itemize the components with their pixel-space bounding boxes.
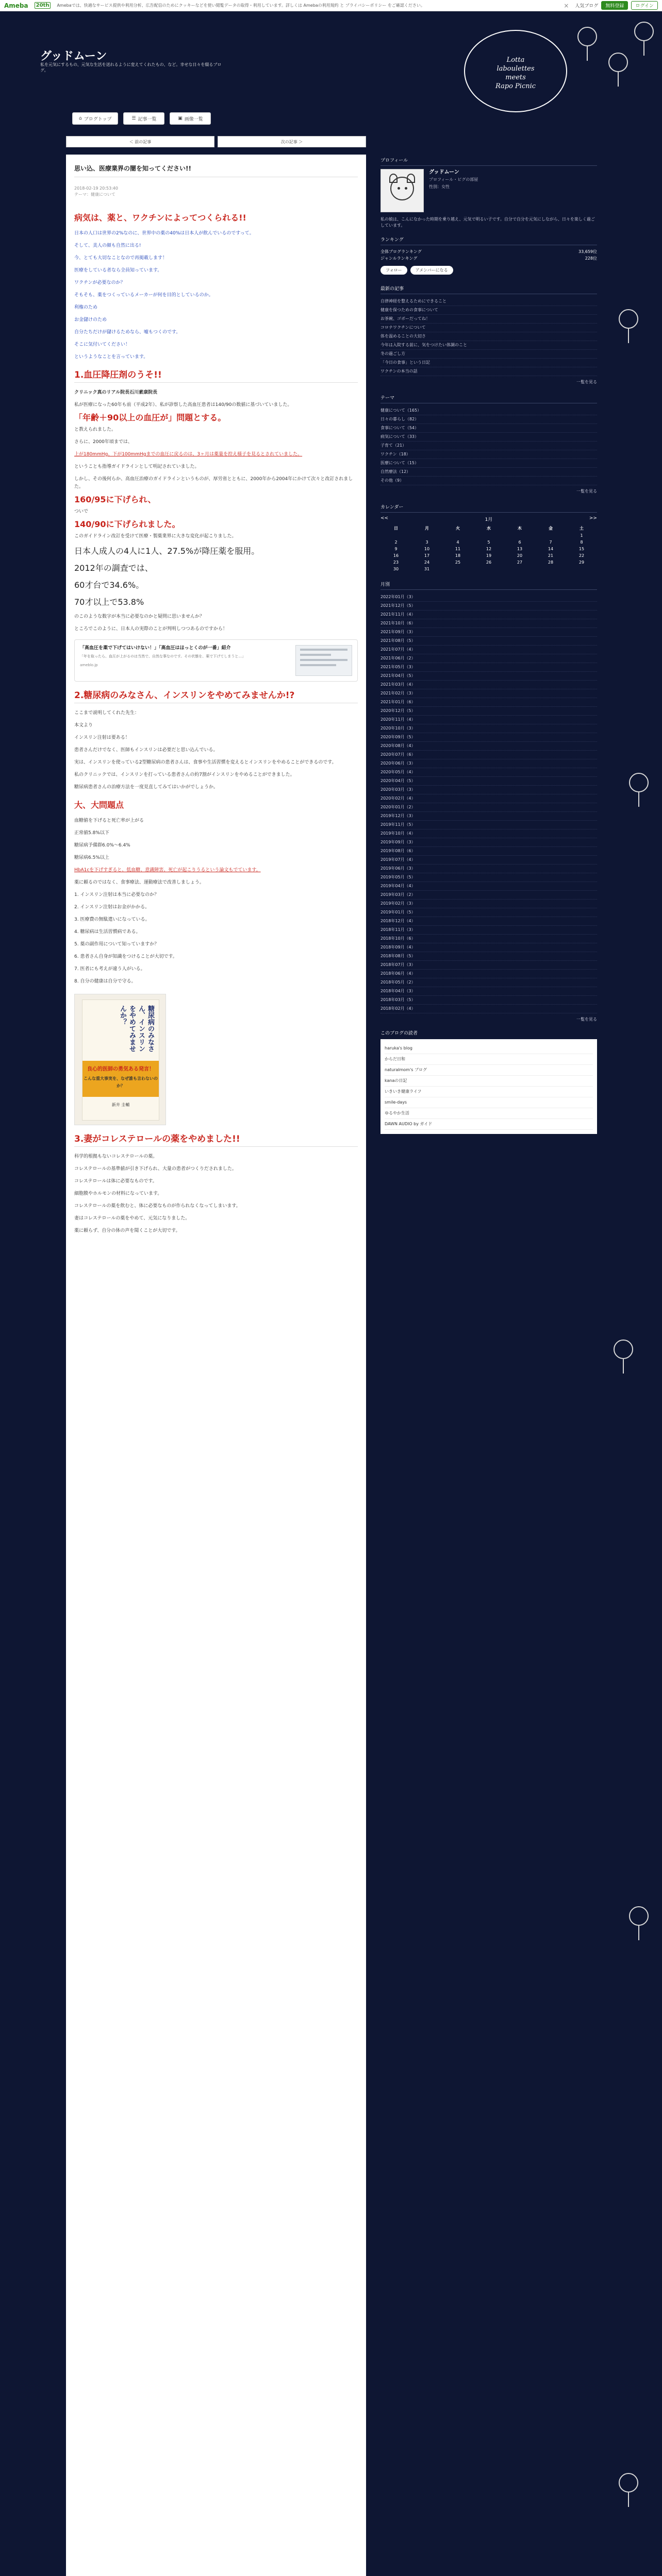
archive-item[interactable]: 2020年09月（5） bbox=[380, 733, 597, 742]
archive-item[interactable]: 2019年06月（3） bbox=[380, 865, 597, 873]
tree-decoration-icon bbox=[634, 22, 654, 56]
cal-day: 14 bbox=[548, 547, 554, 551]
body-paragraph: 患者さんだけでなく、医師もインスリンは必要だと思い込んでいる。 bbox=[74, 748, 218, 753]
reader-item[interactable]: haruka's blog bbox=[385, 1043, 593, 1054]
list-line: 糖尿病6.5%以上 bbox=[74, 855, 109, 860]
cal-day bbox=[442, 532, 473, 539]
cal-day: 26 bbox=[486, 560, 492, 565]
cal-day: 21 bbox=[548, 553, 554, 558]
intro-line: 利権のため bbox=[74, 305, 98, 310]
body-paragraph: 上が180mmHg、下が100mmHgまでの血圧に戻るのは、3ヶ月は薬量を控え様子を見るとされていました。 bbox=[74, 452, 303, 457]
intro-line: というようなことを言っています。 bbox=[74, 354, 148, 360]
rank-label[interactable]: 全体ブログランキング bbox=[380, 249, 422, 254]
article-date: 2018-02-19 20:53:40 bbox=[74, 186, 118, 191]
cookie-notice: Amebaでは、快適なサービス提供や利用分析、広告配信のためにクッキーなどを使い閲覧データの取得・利用しています。詳しくは Amebaの利用規約 と プライバシーポリシー をご確認ください。 bbox=[57, 3, 425, 8]
body-paragraph: 糖尿病患者さんの治療方法を一度見直してみてはいかがでしょうか。 bbox=[74, 785, 219, 790]
section-sub: クリニック真のリアル院長石川素康院長 bbox=[74, 390, 158, 395]
body-paragraph: HbA1cを下げすぎると、低血糖、意識障害、死亡が起こりうるという論文もでています。 bbox=[74, 868, 261, 873]
list-line: 正常値5.8%以下 bbox=[74, 831, 109, 836]
tree-decoration-icon bbox=[629, 773, 649, 807]
cal-day bbox=[504, 532, 535, 539]
rank-row bbox=[380, 248, 597, 255]
body-paragraph: しかし、その後何らか、高血圧治療のガイドラインというものが、厚労省とともに、2000年から2004年にかけて次々と改訂されました。 bbox=[74, 477, 353, 489]
cal-day: 10 bbox=[424, 547, 430, 551]
archive-item[interactable]: 2019年05月（5） bbox=[380, 873, 597, 882]
archive-item[interactable]: 2019年02月（3） bbox=[380, 900, 597, 908]
circle-line: Rapo Picnic bbox=[495, 82, 536, 90]
cal-day: 12 bbox=[486, 547, 492, 551]
theme-item[interactable]: 自然療法（12） bbox=[380, 468, 597, 477]
close-notice-icon[interactable]: × bbox=[564, 2, 569, 9]
archive-item[interactable]: 2018年12月（4） bbox=[380, 917, 597, 926]
list-line: 血糖値を下げると死亡率が上がる bbox=[74, 818, 144, 823]
themes-heading: テーマ bbox=[380, 392, 597, 403]
archive-item[interactable]: 2019年10月（4） bbox=[380, 829, 597, 838]
weekday: 日 bbox=[394, 526, 398, 531]
body-paragraph: ここまで説明してくれた先生： bbox=[74, 710, 140, 716]
rank-row bbox=[380, 255, 597, 262]
nav-label: 画像一覧 bbox=[184, 116, 203, 122]
nav-label: ブログトップ bbox=[84, 116, 112, 122]
article-list-button[interactable] bbox=[123, 112, 164, 125]
cal-day: 22 bbox=[578, 553, 585, 558]
archive-item[interactable]: 2020年04月（5） bbox=[380, 777, 597, 786]
article-pager bbox=[66, 136, 366, 147]
body-paragraph: 細胞膜やホルモンの材料になっています。 bbox=[74, 1191, 162, 1196]
link-card-text bbox=[80, 645, 290, 676]
cal-day: 2 bbox=[394, 540, 398, 545]
article-theme[interactable]: テーマ：健康について bbox=[74, 192, 115, 197]
recent-item[interactable]: 健康を保つための食事について bbox=[380, 306, 597, 315]
cal-day: 1 bbox=[580, 533, 583, 538]
profile-sub-links[interactable]: プロフィール・ピグの部屋 bbox=[429, 177, 478, 182]
rank-value: 33,659位 bbox=[578, 249, 597, 254]
cal-day bbox=[566, 566, 597, 572]
archive-item[interactable]: 2021年06月（2） bbox=[380, 654, 597, 663]
recent-more-link[interactable]: 一覧を見る bbox=[576, 380, 597, 384]
blog-header bbox=[0, 11, 662, 104]
calendar-prev-button[interactable]: << bbox=[380, 516, 389, 521]
intro-line: お金儲けのため bbox=[74, 317, 107, 323]
tree-decoration-icon bbox=[619, 2473, 638, 2507]
numbered-item: 5. 薬の副作用について知っていますか？ bbox=[74, 942, 159, 947]
numbered-item: 6. 患者さん自身が知識をつけることが大切です。 bbox=[74, 954, 177, 959]
body-paragraph: コレステロールの基準値が引き下げられ、大量の患者がつくりだされました。 bbox=[74, 1166, 237, 1172]
cal-day bbox=[535, 532, 566, 539]
book-band bbox=[82, 1061, 159, 1097]
weekday: 火 bbox=[456, 526, 460, 531]
cal-day bbox=[442, 566, 473, 572]
numbered-item: 2. インスリン注射はお金がかかる。 bbox=[74, 905, 150, 910]
archive-item[interactable]: 2021年07月（4） bbox=[380, 646, 597, 654]
intro-line: ワクチンが必要なのか？ bbox=[74, 280, 125, 285]
body-paragraph: コレステロールは体に必要なものです。 bbox=[74, 1179, 157, 1184]
weekday: 水 bbox=[487, 526, 491, 531]
archive-item[interactable]: 2018年10月（6） bbox=[380, 935, 597, 943]
cal-day: 9 bbox=[394, 547, 398, 551]
body-paragraph: インスリン注射は要ある！ bbox=[74, 735, 130, 740]
recent-item[interactable]: 今年は入院する前に、気をつけたい体調のこと bbox=[380, 341, 597, 350]
rank-value: 228位 bbox=[585, 256, 597, 261]
archive-item[interactable]: 2019年09月（3） bbox=[380, 838, 597, 847]
theme-item[interactable]: 食事について（54） bbox=[380, 424, 597, 433]
archive-item[interactable]: 2018年09月（4） bbox=[380, 943, 597, 952]
archive-item[interactable]: 2019年01月（5） bbox=[380, 908, 597, 917]
recent-heading: 最新の記事 bbox=[380, 283, 597, 294]
cal-day: 27 bbox=[517, 560, 523, 565]
follow-button[interactable]: フォロー bbox=[380, 266, 407, 275]
bp-value-2: 140/90に下げられました。 bbox=[74, 519, 180, 529]
reader-item[interactable]: kanaの日記 bbox=[385, 1076, 593, 1087]
body-paragraph: さらに、2000年頃までは、 bbox=[74, 439, 133, 445]
next-article-button[interactable]: 次の記事 ＞ bbox=[218, 136, 366, 147]
cal-day: 18 bbox=[455, 553, 461, 558]
archive-list bbox=[380, 593, 597, 1013]
cal-day bbox=[504, 566, 535, 572]
side-column bbox=[380, 155, 597, 1134]
cal-day bbox=[473, 566, 504, 572]
blog-top-button[interactable] bbox=[72, 112, 118, 125]
body-paragraph: ところでこのように、日本人の実際のことが判明しつつあるのですから！ bbox=[74, 626, 227, 632]
archive-item[interactable]: 2021年01月（6） bbox=[380, 698, 597, 707]
theme-item[interactable]: 日々の暮らし（82） bbox=[380, 415, 597, 424]
link-card-site: ameblo.jp bbox=[80, 663, 98, 667]
intro-line: 今、とても大切なことなので再掲載します！ bbox=[74, 256, 168, 261]
book-band-text: 良心的医師の勇気ある発言！ bbox=[87, 1066, 154, 1072]
ameba-global-bar bbox=[0, 0, 662, 11]
cal-day: 19 bbox=[486, 553, 492, 558]
tree-decoration-icon bbox=[629, 1906, 649, 1940]
themes-more-link[interactable]: 一覧を見る bbox=[576, 489, 597, 494]
archive-item[interactable]: 2018年02月（4） bbox=[380, 1005, 597, 1013]
archive-more-link[interactable]: 一覧を見る bbox=[576, 1017, 597, 1022]
body-paragraph: 薬に頼らず、自分の体の声を聞くことが大切です。 bbox=[74, 1228, 180, 1233]
body-paragraph: 私のクリニックでは、インスリンを打っている患者さんの約7割がインスリンをやめることができました。 bbox=[74, 772, 295, 777]
book-cover bbox=[82, 999, 159, 1121]
theme-item[interactable]: 健康について（165） bbox=[380, 406, 597, 415]
prev-article-button[interactable]: ＜ 前の記事 bbox=[66, 136, 214, 147]
cal-day: 15 bbox=[578, 547, 585, 551]
cal-day: 5 bbox=[487, 540, 490, 545]
recent-list bbox=[380, 297, 597, 376]
numbered-item: 1. インスリン注射は本当に必要なのか？ bbox=[74, 892, 159, 897]
article-title[interactable]: 思い込、医療業界の闇を知ってください!! bbox=[74, 164, 358, 177]
cal-day: 23 bbox=[393, 560, 399, 565]
archive-item[interactable]: 2020年03月（3） bbox=[380, 786, 597, 794]
link-card[interactable] bbox=[74, 639, 358, 682]
numbered-item: 8. 自分の健康は自分で守る。 bbox=[74, 979, 136, 984]
profile-actions bbox=[380, 266, 597, 275]
avatar[interactable] bbox=[380, 169, 424, 212]
body-paragraph: 私が医療になった60年も前（平成2年）、私が診察した高血圧患者は140/90の数値に基づいていました。 bbox=[74, 402, 292, 408]
article bbox=[66, 155, 366, 1249]
tree-decoration-icon bbox=[577, 27, 597, 61]
calendar-nav bbox=[380, 516, 597, 522]
recent-item[interactable]: ワクチンの本当の話 bbox=[380, 367, 597, 376]
cal-day: 7 bbox=[549, 540, 552, 545]
archive-item[interactable]: 2021年02月（3） bbox=[380, 689, 597, 698]
numbered-item: 7. 医者にも考えが違う人がいる。 bbox=[74, 967, 145, 972]
link-card-title: 「高血圧を薬で下げてはいけない！」「高血圧はほっとくのが一番」紹介 bbox=[80, 646, 231, 651]
readers-box bbox=[380, 1029, 597, 1134]
archive-item[interactable]: 2019年07月（4） bbox=[380, 856, 597, 865]
ameba-logo[interactable]: Ameba bbox=[4, 2, 28, 9]
recent-item[interactable]: 自律神経を整えるためにできること bbox=[380, 297, 597, 306]
numbered-item: 3. 医療費の無駄遣いになっている。 bbox=[74, 917, 150, 922]
profile-info bbox=[429, 169, 478, 212]
reader-item[interactable]: からだ日和 bbox=[385, 1054, 593, 1065]
highlight-quote: 「年齢＋90以上の血圧が」問題とする。 bbox=[74, 413, 226, 422]
archive-item[interactable]: 2019年08月（6） bbox=[380, 847, 597, 856]
stat-line: 60才台で34.6%。 bbox=[74, 580, 144, 590]
archive-item[interactable]: 2018年04月（3） bbox=[380, 987, 597, 996]
archive-item[interactable]: 2018年11月（3） bbox=[380, 926, 597, 935]
intro-line: 医療をしている者なら全員知っています。 bbox=[74, 268, 162, 273]
intro-line: そもそも、薬をつくっているメーカーが何を目的としているのか。 bbox=[74, 293, 213, 298]
book-band-text: こんな重大事実を、なぜ誰も言わないのか？ bbox=[84, 1076, 158, 1088]
cal-day bbox=[473, 532, 504, 539]
body-paragraph: と教えられました。 bbox=[74, 427, 117, 432]
calendar-next-button[interactable]: >> bbox=[589, 516, 597, 521]
archive-item[interactable]: 2020年06月（3） bbox=[380, 759, 597, 768]
cal-day: 28 bbox=[548, 560, 554, 565]
archive-item[interactable]: 2021年03月（4） bbox=[380, 681, 597, 689]
profile-heading: プロフィール bbox=[380, 155, 597, 166]
reader-item[interactable]: naturalmom's ブログ bbox=[385, 1065, 593, 1076]
archive-item[interactable]: 2020年07月（6） bbox=[380, 751, 597, 759]
book-cover-image[interactable] bbox=[74, 994, 166, 1125]
book-author: 新井 圭輔 bbox=[111, 1103, 130, 1107]
image-icon: ▣ bbox=[178, 116, 183, 121]
stat-line: 70才以上で53.8% bbox=[74, 597, 144, 607]
cal-day: 17 bbox=[424, 553, 430, 558]
profile-name[interactable]: グッドムーン bbox=[429, 170, 459, 175]
blog-title[interactable]: グッドムーン bbox=[40, 49, 107, 62]
body-paragraph: 妻はコレステロールの薬をやめて、元気になりました。 bbox=[74, 1216, 190, 1221]
theme-item[interactable]: 病気について（33） bbox=[380, 433, 597, 442]
ranking-heading: ランキング bbox=[380, 234, 597, 245]
book-title: 糖尿病のみなさん、インスリンをやめてみませんか？ bbox=[119, 1005, 154, 1052]
weekday: 木 bbox=[518, 526, 522, 531]
readers-list bbox=[380, 1039, 597, 1134]
numbered-item: 4. 糖尿病は生活習慣病である。 bbox=[74, 929, 141, 935]
cal-day: 11 bbox=[455, 547, 461, 551]
theme-item[interactable]: 子育て（21） bbox=[380, 442, 597, 450]
archive-heading: 月別 bbox=[380, 579, 597, 590]
section-heading-2: 2.糖尿病のみなさん、インスリンをやめてみませんか!? bbox=[74, 692, 358, 703]
body-paragraph: 実は、インスリンを使っている2型糖尿病の患者さんは、食事や生活習慣を変えるとインスリンをやめることができるのです。 bbox=[74, 760, 337, 765]
amember-button[interactable]: アメンバーになる bbox=[410, 266, 453, 275]
circle-line: Lotta bbox=[506, 56, 525, 64]
archive-item[interactable]: 2021年04月（5） bbox=[380, 672, 597, 681]
article-body bbox=[74, 212, 358, 1235]
body-paragraph: コレステロールの薬を飲むと、体に必要なものが作られなくなってしまいます。 bbox=[74, 1204, 241, 1209]
archive-item[interactable]: 2020年12月（5） bbox=[380, 707, 597, 716]
profile-gender: 性別：女性 bbox=[429, 184, 450, 189]
archive-item[interactable]: 2019年04月（4） bbox=[380, 882, 597, 891]
cal-day: 20 bbox=[517, 553, 523, 558]
big-title: 大、大問題点 bbox=[74, 800, 124, 810]
section-heading-1: 1.血圧降圧剤のうそ!! bbox=[74, 371, 358, 383]
rank-label[interactable]: ジャンルランキング bbox=[380, 256, 418, 261]
archive-item[interactable]: 2019年11月（5） bbox=[380, 821, 597, 829]
archive-item[interactable]: 2018年05月（2） bbox=[380, 978, 597, 987]
cal-day: 13 bbox=[517, 547, 523, 551]
archive-item[interactable]: 2021年08月（5） bbox=[380, 637, 597, 646]
intro-line: 自分たちだけが儲けるためなら、嘘もつくのです。 bbox=[74, 330, 181, 335]
archive-item[interactable]: 2018年06月（4） bbox=[380, 970, 597, 978]
theme-item[interactable]: その他（9） bbox=[380, 477, 597, 485]
themes-list bbox=[380, 406, 597, 485]
cal-day: 24 bbox=[424, 560, 430, 565]
archive-item[interactable]: 2020年10月（3） bbox=[380, 724, 597, 733]
ameba-bar-actions bbox=[575, 1, 658, 10]
archive-item[interactable]: 2020年08月（4） bbox=[380, 742, 597, 751]
profile-description: 私の娘は、こんになかった時期を乗り越え、元気で明るい子です。自分で自分を元気にしながら、日々を楽しく過ごしています。 bbox=[380, 217, 595, 228]
archive-item[interactable]: 2020年01月（2） bbox=[380, 803, 597, 812]
article-meta bbox=[74, 185, 358, 198]
archive-item[interactable]: 2021年12月（5） bbox=[380, 602, 597, 611]
header-circle-logo bbox=[464, 30, 567, 112]
list-icon: ☰ bbox=[131, 116, 136, 121]
tree-decoration-icon bbox=[619, 309, 638, 343]
archive-item[interactable]: 2021年10月（6） bbox=[380, 619, 597, 628]
circle-line: meets bbox=[505, 74, 526, 81]
tree-decoration-icon bbox=[614, 1340, 633, 1374]
ameba-20th-badge: 20th bbox=[35, 2, 51, 9]
link-card-desc: 「年を取ったら、血圧が上がるのは当然で、自然な事なのです。その状態を、薬で下げてしまうと…」 bbox=[80, 654, 246, 658]
circle-line: laboulettes bbox=[496, 65, 535, 73]
archive-item[interactable]: 2019年12月（3） bbox=[380, 812, 597, 821]
intro-line: 日本の人口は世界の2%なのに、世界中の薬の40%は日本人が飲んでいるのですって。 bbox=[74, 231, 254, 236]
archive-item[interactable]: 2022年01月（3） bbox=[380, 593, 597, 602]
cal-day: 6 bbox=[518, 540, 521, 545]
profile-box bbox=[380, 169, 597, 212]
theme-item[interactable]: ワクチン（18） bbox=[380, 450, 597, 459]
cal-day: 30 bbox=[393, 567, 399, 571]
blog-nav bbox=[72, 112, 211, 125]
body-paragraph: のこのような数字が本当に必要なのかと疑問に思いませんか？ bbox=[74, 614, 205, 619]
bp-value-1: 160/95に下げられ、 bbox=[74, 495, 156, 504]
cal-day: 4 bbox=[456, 540, 459, 545]
tree-decoration-icon bbox=[608, 53, 628, 87]
reader-item[interactable]: いきいき健康ライフ bbox=[385, 1087, 593, 1097]
calendar-table bbox=[380, 524, 597, 572]
body-paragraph: このガイドライン改訂を受けて医療・製薬業界に大きな変化が起こりました。 bbox=[74, 534, 237, 539]
cal-day bbox=[380, 532, 411, 539]
archive-item[interactable]: 2020年05月（4） bbox=[380, 768, 597, 777]
body-paragraph: ついで bbox=[74, 509, 89, 514]
archive-item[interactable]: 2021年05月（3） bbox=[380, 663, 597, 672]
reader-item[interactable]: smile-days bbox=[385, 1097, 593, 1108]
body-paragraph: 科学的根拠もないコレステロールの薬。 bbox=[74, 1154, 158, 1159]
cal-day bbox=[411, 532, 442, 539]
main-column bbox=[66, 155, 366, 2576]
archive-item[interactable]: 2021年09月（3） bbox=[380, 628, 597, 637]
image-list-button[interactable] bbox=[170, 112, 211, 125]
reader-item[interactable]: ゆるやか生活 bbox=[385, 1108, 593, 1119]
recent-item[interactable]: 「今日の食事」という日記 bbox=[380, 359, 597, 367]
archive-item[interactable]: 2018年07月（3） bbox=[380, 961, 597, 970]
readers-title: このブログの読者 bbox=[380, 1031, 418, 1036]
home-icon: ⌂ bbox=[79, 116, 82, 121]
link-card-thumbnail bbox=[295, 645, 352, 676]
stat-line: 2012年の調査では、 bbox=[74, 563, 153, 573]
archive-item[interactable]: 2018年03月（5） bbox=[380, 996, 597, 1005]
cal-day: 29 bbox=[578, 560, 585, 565]
intro-line: そして、美人の顔も自然に出る! bbox=[74, 243, 141, 248]
archive-item[interactable]: 2019年03月（2） bbox=[380, 891, 597, 900]
recent-item[interactable]: お茶碗、ゴボーだってね！ bbox=[380, 315, 597, 324]
archive-item[interactable]: 2021年11月（4） bbox=[380, 611, 597, 619]
nav-label: 記事一覧 bbox=[138, 116, 157, 122]
theme-item[interactable]: 医療について（15） bbox=[380, 459, 597, 468]
intro-line: そこに気付いてください！ bbox=[74, 342, 130, 347]
cal-day: 31 bbox=[424, 567, 430, 571]
stat-line: 日本人成人の4人に1人、27.5%が降圧薬を服用。 bbox=[74, 546, 260, 556]
cal-day: 16 bbox=[393, 553, 399, 558]
article-headline: 病気は、薬と、ワクチンによってつくられる!! bbox=[74, 213, 246, 223]
body-paragraph: ということも指導ガイドラインとして明記されていました。 bbox=[74, 464, 200, 469]
weekday: 月 bbox=[425, 526, 429, 531]
popular-blog-link[interactable]: 人気ブログ bbox=[575, 4, 599, 9]
login-button[interactable]: ログイン bbox=[631, 1, 658, 10]
archive-item[interactable]: 2020年11月（4） bbox=[380, 716, 597, 724]
weekday: 金 bbox=[549, 526, 553, 531]
archive-item[interactable]: 2020年02月（4） bbox=[380, 794, 597, 803]
cal-day: 8 bbox=[580, 540, 583, 545]
body-paragraph: 本文より bbox=[74, 723, 93, 728]
calendar-month: 1月 bbox=[485, 517, 493, 522]
register-button[interactable]: 無料登録 bbox=[601, 1, 628, 10]
cal-day: 3 bbox=[425, 540, 428, 545]
weekday: 土 bbox=[580, 526, 584, 531]
cal-day bbox=[535, 566, 566, 572]
cal-day: 25 bbox=[455, 560, 461, 565]
section-heading-3: 3.妻がコレステロールの薬をやめました!! bbox=[74, 1136, 358, 1147]
body-paragraph: 薬に頼るのではなく、食事療法、運動療法で改善しましょう。 bbox=[74, 880, 204, 885]
archive-item[interactable]: 2018年08月（5） bbox=[380, 952, 597, 961]
calendar-heading: カレンダー bbox=[380, 501, 597, 513]
blog-description: 私を元気にするもの、元気な生活を送れるように変えてくれたもの、など。幸せな日々を綴るブログ。 bbox=[40, 62, 222, 73]
recent-item[interactable]: 体を温めることの大切さ bbox=[380, 332, 597, 341]
reader-item[interactable]: DAWN AUDIO by ガイド bbox=[385, 1119, 593, 1130]
recent-item[interactable]: 冬の過ごし方 bbox=[380, 350, 597, 359]
recent-item[interactable]: コロナワクチンについて bbox=[380, 324, 597, 332]
list-line: 糖尿病予備群6.0%〜6.4% bbox=[74, 843, 130, 848]
